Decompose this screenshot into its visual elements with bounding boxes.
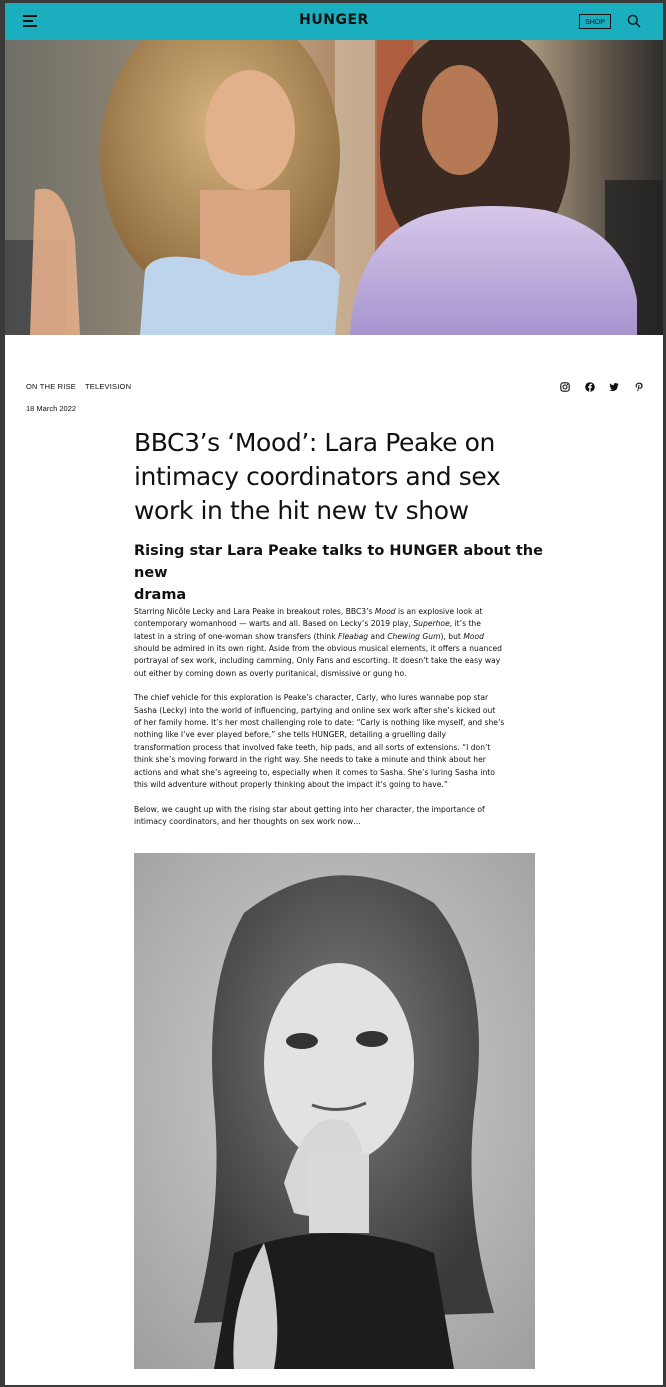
headline-line: intimacy coordinators and sex (134, 462, 501, 491)
twitter-icon[interactable] (609, 379, 619, 389)
body-paragraph: Below, we caught up with the rising star about getting into her character, the importance of intimacy coordinators, and her thoughts on sex work now… (134, 804, 485, 826)
body-paragraph: The chief vehicle for this exploration is Peake’s character, Carly, who lures wannabe pop star Sasha (Lecky) into the world of influencing, partying and online sex work after she’s kicked out of her family home. It’s her most challenging role to date: “Carly is nothing like myself, and she’s nothing like I’ve ever played before,” she tells HUNGER, detailing a gruelling daily transformation process that involved fake teeth, hip pads, and all sorts of extensions. “I don’t think she’s moving forward in the right way. She needs to take a minute and think about her actions and what she’s agreeing to, especially when it comes to Sasha. She’s luring Sasha into this wild adventure without properly thinking about the impact it’s going to have.” (134, 693, 505, 789)
publish-date: 18 March 2022 (26, 404, 77, 413)
pinterest-icon[interactable] (634, 379, 644, 389)
standfirst-line: Rising star Lara Peake talks to HUNGER about the new (134, 543, 543, 581)
site-logo[interactable]: HUNGER (299, 12, 369, 28)
facebook-icon[interactable] (585, 379, 595, 389)
instagram-icon[interactable] (560, 379, 570, 389)
top-nav-bar (5, 3, 663, 40)
article-headline (134, 426, 544, 528)
body-paragraph: Starring Nicôle Lecky and Lara Peake in breakout roles, BBC3’s Mood is an explosive look at contemporary womanhood — warts and all. Based on Lecky’s 2019 play, Superhoe, it’s the latest in a string of one-woman show transfers (think Fleabag and Chewing Gum), but Mood should be admired in its own right. Aside from the obvious musical elements, it offers a nuanced portrayal of sex work, including camming, Only Fans and escorting. It doesn’t take the easy way out either by coming down as overly puritanical, dismissive or gung ho. (134, 607, 502, 678)
category-link-on-the-rise[interactable]: ON THE RISE (26, 382, 76, 391)
portrait-image (134, 853, 535, 1369)
shop-button[interactable]: SHOP (579, 14, 611, 29)
article-body (134, 606, 544, 841)
category-link-television[interactable]: TELEVISION (85, 382, 132, 391)
headline-line: BBC3’s ‘Mood’: Lara Peake on (134, 428, 495, 457)
article-standfirst (134, 540, 554, 606)
hero-image (5, 40, 663, 335)
search-icon[interactable] (627, 14, 641, 28)
headline-line: work in the hit new tv show (134, 496, 469, 525)
standfirst-line: drama (134, 587, 187, 603)
article-page (5, 3, 663, 1385)
